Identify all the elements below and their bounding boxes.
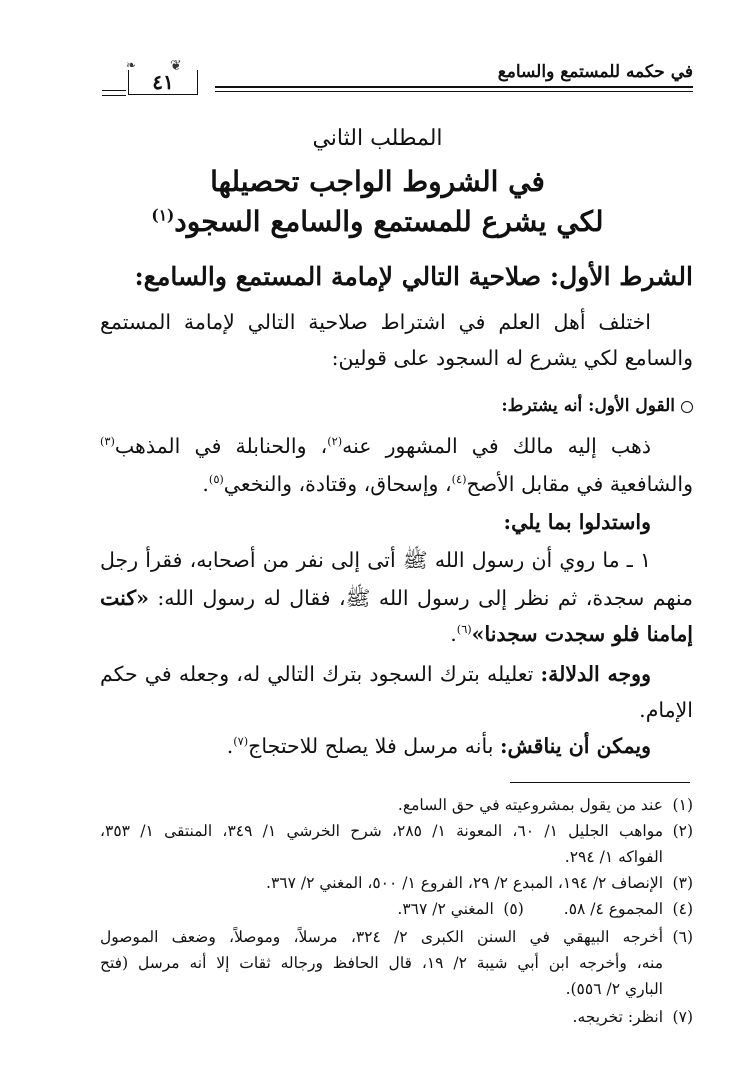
running-title: في حكمه للمستمع والسامع (497, 62, 693, 82)
text-span: ، وإسحاق، وقتادة، والنخعي (223, 472, 452, 496)
footnote (100, 874, 693, 892)
footnote-text: انظر: تخريجه. (572, 1008, 663, 1026)
footnote-cont: منه، وأخرجه ابن أبي شيبة ٢/ ١٩، قال الحافظ ورجاله ثقات إلا أنه مرسل (فتح (100, 954, 664, 972)
evidence-heading: واستدلوا بما يلي: (503, 510, 651, 534)
footnote-text: المجموع ٤/ ٥٨. (563, 900, 663, 918)
footnote-text: مواهب الجليل ١/ ٦٠، المعونة ١/ ٢٨٥، شرح الخرشي ١/ ٣٤٩، المنتقى ١/ ٣٥٣، (100, 822, 664, 840)
text-span: بأنه مرسل فلا يصلح للاحتجاج (248, 734, 500, 758)
condition-heading: الشرط الأول: صلاحية التالي لإمامة المستمع والسامع: (134, 262, 693, 291)
circle-bullet-icon (681, 401, 693, 413)
footnote-number: (٥) (503, 900, 524, 918)
footnote-ref: (٢) (327, 435, 343, 449)
footnote-ref: (٤) (451, 473, 467, 487)
paragraph-line (100, 622, 693, 646)
paragraph-line: والسامع لكي يشرع له السجود على قولين: (331, 346, 693, 370)
footnote-text: أخرجه البيهقي في السنن الكبرى ٢/ ٣٢٤، مرسلاً، وموصلاً، وضعف الموصول (100, 928, 663, 946)
footnote-number: (١) (672, 796, 693, 814)
footnote-ref: (٥) (208, 473, 224, 487)
paragraph-line (100, 586, 693, 616)
ornament-icon: ❦ (170, 58, 182, 74)
opinion-heading-text: القول الأول: أنه يشترط: (501, 396, 675, 416)
hadith-quote: «كنت (100, 586, 149, 610)
header-rule (215, 86, 693, 88)
term-label: ويمكن أن يناقش: (499, 734, 651, 758)
footnote-text: عند من يقول بمشروعيته في حق السامع. (397, 796, 663, 814)
opinion-heading (100, 396, 693, 416)
paragraph-line: الإمام. (639, 698, 693, 722)
header-rule-left-thin (102, 95, 126, 96)
paragraph-line: اختلف أهل العلم في اشتراط صلاحية التالي لإمامة المستمع (100, 310, 651, 334)
paragraph-line (100, 734, 651, 758)
footnote (100, 900, 693, 918)
text-span: . (450, 622, 457, 646)
footnote-cont: الفواكه ١/ ٢٩٤. (564, 848, 663, 866)
section-title: في الشروط الواجب تحصيلها (210, 165, 545, 198)
footnote-number: (٧) (672, 1008, 693, 1026)
ornament-icon: ❧ (126, 58, 137, 72)
footnote-number: (٢) (672, 822, 694, 840)
footnote-cont: الباري ٢/ ٥٥٦). (565, 980, 663, 998)
footnote (100, 796, 693, 814)
text-span: . (226, 734, 234, 758)
footnote-text: الإنصاف ٢/ ١٩٤، المبدع ٢/ ٢٩، الفروع ١/ ٥٠٠، المغني ٢/ ٣٦٧. (266, 874, 663, 892)
section-title-text: لكي يشرع للمستمع والسامع السجود (174, 205, 604, 238)
text-span: تعليله بترك السجود بترك التالي له، وجعله في حكم (100, 662, 541, 686)
footnote-number: (٦) (672, 928, 693, 946)
section-title-line2 (62, 205, 693, 238)
header-rule-thin (215, 91, 693, 92)
footnote (100, 822, 693, 840)
footnote-ref: (٣) (100, 435, 115, 449)
page-number: ٤١ (128, 70, 198, 95)
paragraph-line: ١ ـ ما روي أن رسول الله ﷺ أتى إلى نفر من أصحابه، فقرأ رجل (100, 548, 651, 572)
text-span: منهم سجدة، ثم نظر إلى رسول الله ﷺ، فقال له رسول الله: (148, 586, 693, 610)
footnote-number: (٤) (672, 900, 693, 918)
footnote-rule (510, 782, 690, 783)
paragraph-line (100, 472, 693, 496)
text-span: ذهب إليه مالك في المشهور عنه (342, 434, 651, 458)
section-subtitle: المطلب الثاني (312, 126, 443, 151)
footnote-ref: (٦) (456, 623, 472, 637)
hadith-quote: إمامنا فلو سجدت سجدنا» (471, 622, 693, 646)
footnote (100, 1008, 693, 1026)
header-rule-left (102, 90, 126, 91)
footnote-ref: (١) (151, 206, 175, 225)
footnote-ref: (٧) (233, 735, 249, 749)
term-label: ووجه الدلالة: (540, 662, 651, 686)
text-span: والشافعية في مقابل الأصح (466, 472, 693, 496)
footnote-text: المغني ٢/ ٣٦٧. (397, 900, 494, 918)
paragraph-line (100, 662, 651, 686)
footnote (100, 928, 693, 946)
paragraph-line (100, 434, 651, 458)
text-span: ، والحنابلة في المذهب (114, 434, 328, 458)
footnote-number: (٣) (672, 874, 693, 892)
text-span: . (202, 472, 209, 496)
